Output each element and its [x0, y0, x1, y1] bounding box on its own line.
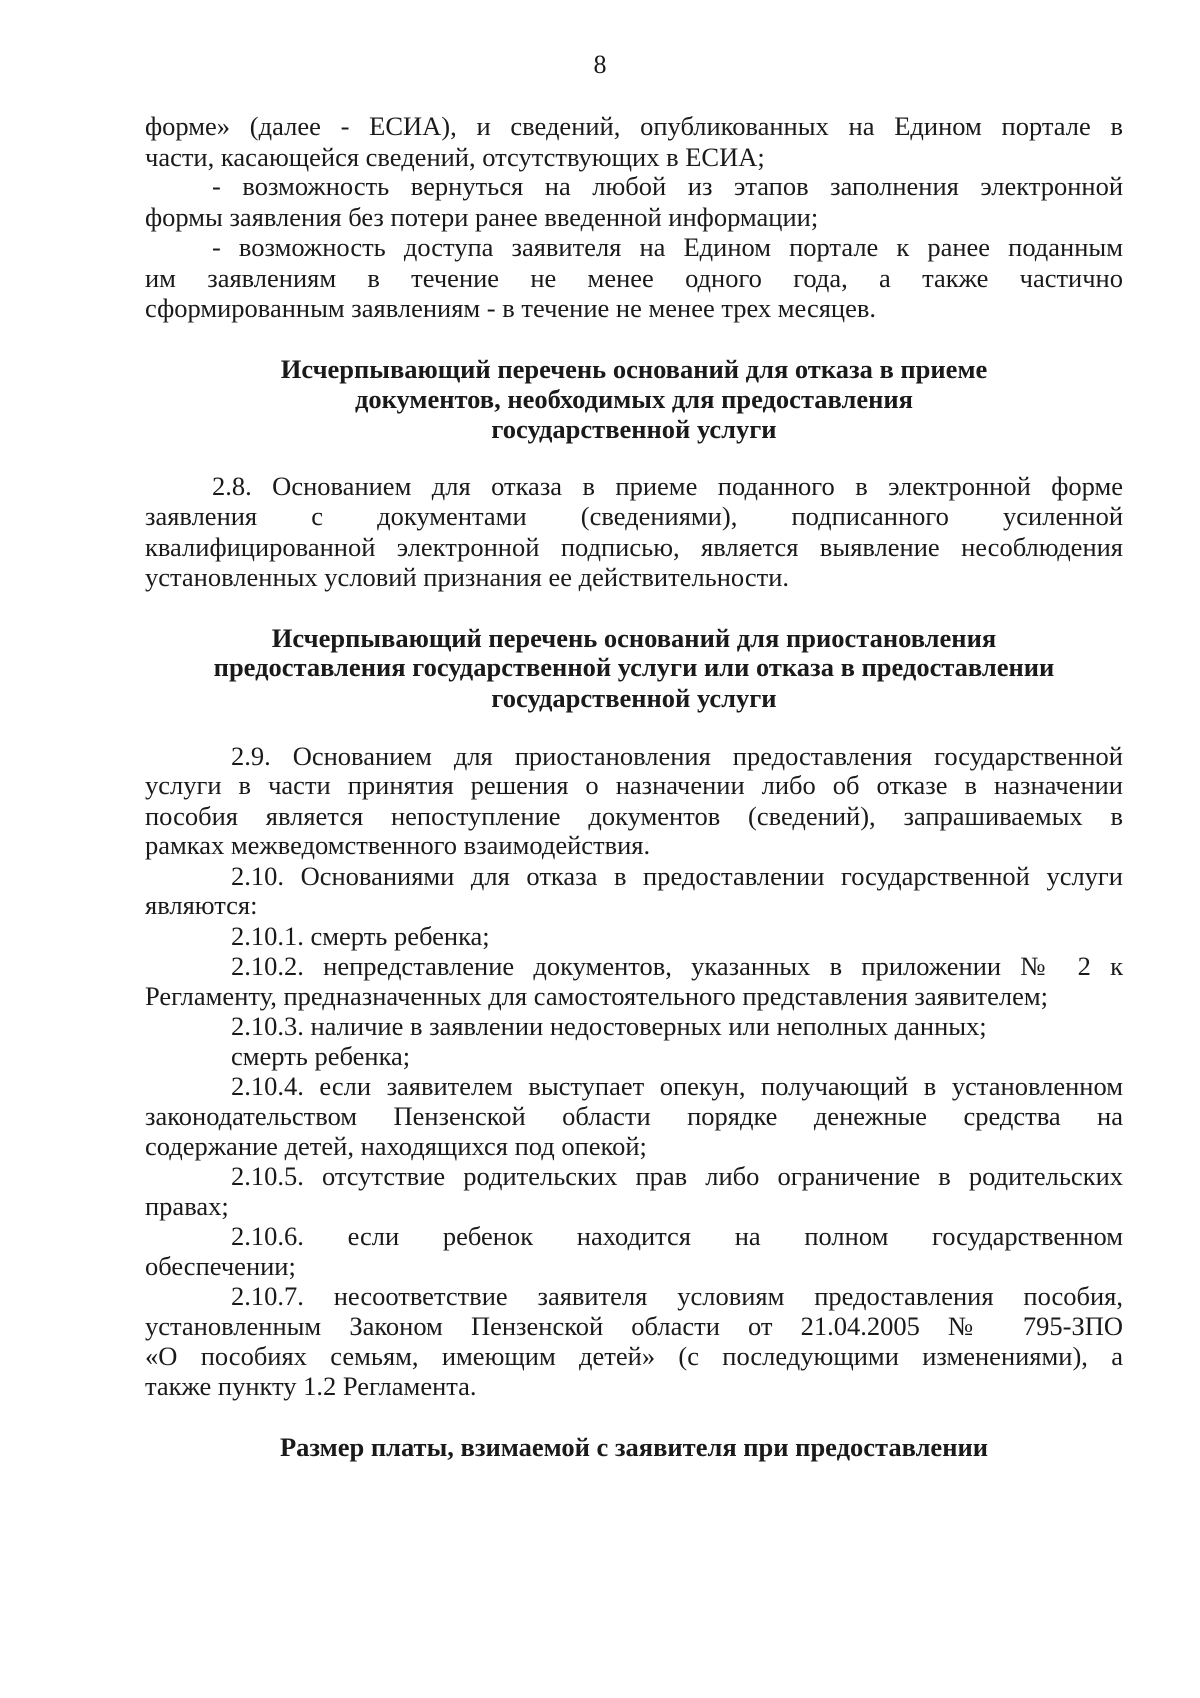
- section-heading: Размер платы, взимаемой с заявителя при предоставлении: [279, 1432, 989, 1462]
- text-line: - возможность вернуться на любой из этапов заполнения электронной: [212, 171, 1123, 201]
- text-line: содержание детей, находящихся под опекой;: [145, 1131, 647, 1161]
- section-heading: документов, необходимых для предоставления: [354, 384, 913, 414]
- list-item: 2.10.3. наличие в заявлении недостоверных или неполных данных;: [231, 1011, 987, 1041]
- text-line: форме» (далее - ЕСИА), и сведений, опубликованных на Едином портале в: [145, 111, 1123, 141]
- text-line: услуги в части принятия решения о назначении либо об отказе в назначении: [145, 770, 1123, 800]
- text-line: сформированным заявлениям - в течение не менее трех месяцев.: [145, 293, 877, 323]
- text-line: обеспечении;: [145, 1251, 296, 1281]
- list-item: 2.10.2. непредставление документов, указанных в приложении № 2 к: [231, 951, 1123, 981]
- section-heading: государственной услуги: [491, 414, 777, 444]
- list-item: 2.10.4. если заявителем выступает опекун, получающий в установленном: [231, 1071, 1123, 1101]
- text-line: рамках межведомственного взаимодействия.: [145, 830, 651, 860]
- list-item: 2.10.6. если ребенок находится на полном государственном: [231, 1221, 1123, 1251]
- text-line: - возможность доступа заявителя на Едином портале к ранее поданным: [212, 232, 1123, 262]
- text-line: законодательством Пензенской области порядке денежные средства на: [145, 1101, 1123, 1131]
- text-line: Регламенту, предназначенных для самостоятельного представления заявителем;: [145, 981, 1049, 1011]
- section-heading: Исчерпывающий перечень оснований для отказа в приеме: [280, 354, 988, 384]
- text-line: 2.9. Основанием для приостановления предоставления государственной: [231, 741, 1123, 771]
- section-heading: государственной услуги: [491, 683, 777, 713]
- text-line: им заявлениям в течение не менее одного года, а также частично: [145, 263, 1123, 293]
- text-line: 2.8. Основанием для отказа в приеме поданного в электронной форме: [212, 471, 1123, 501]
- text-line: 2.10. Основаниями для отказа в предоставлении государственной услуги: [231, 861, 1123, 891]
- section-heading: предоставления государственной услуги или отказа в предоставлении: [213, 652, 1055, 682]
- text-line: части, касающейся сведений, отсутствующих в ЕСИА;: [145, 142, 765, 172]
- text-line: квалифицированной электронной подписью, является выявление несоблюдения: [145, 532, 1123, 562]
- text-line: «О пособиях семьям, имеющим детей» (с последующими изменениями), а: [145, 1341, 1123, 1371]
- section-heading: Исчерпывающий перечень оснований для приостановления: [271, 623, 997, 653]
- list-item: 2.10.1. смерть ребенка;: [231, 921, 490, 951]
- list-item: 2.10.5. отсутствие родительских прав либо ограничение в родительских: [231, 1161, 1123, 1191]
- text-line: смерть ребенка;: [231, 1041, 411, 1071]
- text-line: пособия является непоступление документов (сведений), запрашиваемых в: [145, 801, 1123, 831]
- text-line: формы заявления без потери ранее введенной информации;: [145, 202, 819, 232]
- page-number: 8: [593, 50, 607, 79]
- text-line: установленным Законом Пензенской области от 21.04.2005 № 795-ЗПО: [145, 1311, 1123, 1341]
- text-line: заявления с документами (сведениями), подписанного усиленной: [145, 501, 1123, 531]
- list-item: 2.10.7. несоответствие заявителя условиям предоставления пособия,: [231, 1281, 1123, 1311]
- text-line: также пункту 1.2 Регламента.: [145, 1371, 477, 1401]
- text-line: правах;: [145, 1191, 229, 1221]
- text-line: установленных условий признания ее действительности.: [145, 562, 789, 592]
- text-line: являются:: [145, 890, 258, 920]
